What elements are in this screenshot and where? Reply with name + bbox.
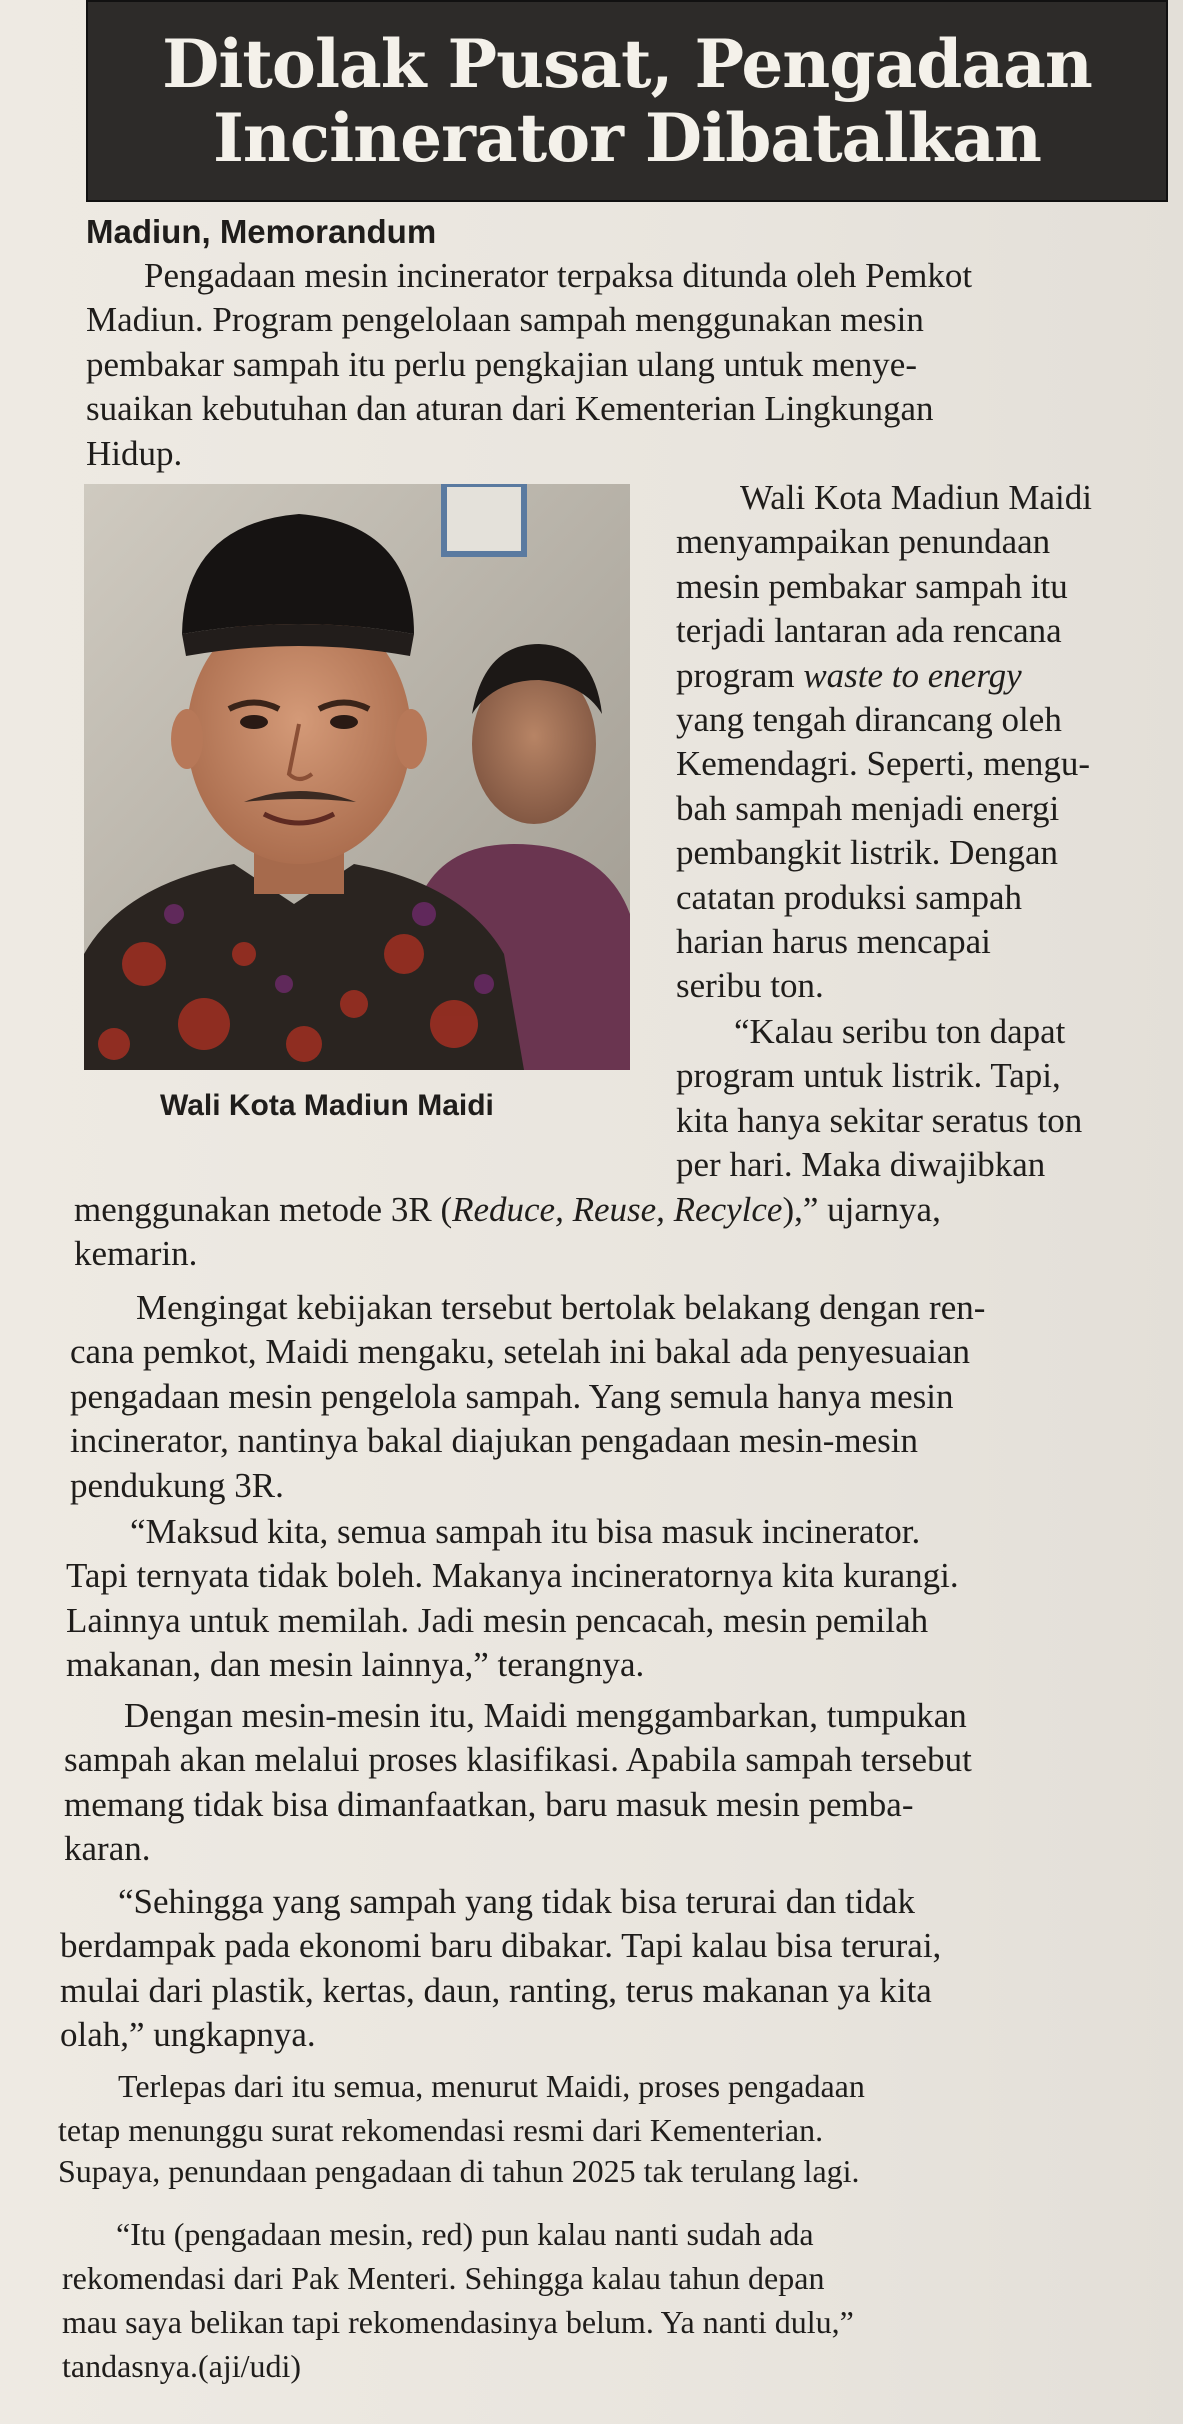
text-line: Dengan mesin-mesin itu, Maidi menggambarkan, tumpukan xyxy=(124,1696,967,1735)
paragraph-9 xyxy=(62,2212,1166,2388)
photo-caption: Wali Kota Madiun Maidi xyxy=(160,1089,494,1122)
paragraph-6 xyxy=(64,1694,1166,1872)
headline-line-1: Ditolak Pusat, Pengadaan xyxy=(162,25,1092,103)
text-line: makanan, dan mesin lainnya,” terangnya. xyxy=(66,1645,645,1685)
text-line: pendukung 3R. xyxy=(70,1465,284,1505)
italic-term: waste to energy xyxy=(803,655,1022,695)
text-line: Terlepas dari itu semua, menurut Maidi, proses pengadaan xyxy=(118,2068,865,2104)
text-line: mulai dari plastik, kertas, daun, ranting, terus makanan ya kita xyxy=(60,1970,932,2010)
headline-banner xyxy=(86,0,1168,202)
text-line: pembakar sampah itu perlu pengkajian ulang untuk menye- xyxy=(86,344,917,384)
text-line: mau saya belikan tapi rekomendasinya belum. Ya nanti dulu,” xyxy=(62,2304,854,2340)
headline-line-2: Incinerator Dibatalkan xyxy=(213,99,1041,177)
text-line: olah,” ungkapnya. xyxy=(60,2015,316,2055)
text-line: Mengingat kebijakan tersebut bertolak belakang dengan ren- xyxy=(136,1288,986,1327)
text-line: “Sehingga yang sampah yang tidak bisa terurai dan tidak xyxy=(118,1882,915,1921)
text-line: cana pemkot, Maidi mengaku, setelah ini bakal ada penyesuaian xyxy=(70,1332,970,1372)
text-line: harian harus mencapai xyxy=(676,922,991,962)
photo-illustration xyxy=(84,484,630,1070)
text-line: “Maksud kita, semua sampah itu bisa masuk incinerator. xyxy=(130,1512,921,1551)
text-line: rekomendasi dari Pak Menteri. Sehingga kalau tahun depan xyxy=(62,2260,825,2296)
text-fragment: menggunakan metode 3R ( xyxy=(74,1190,453,1229)
photo-mayor xyxy=(84,484,630,1070)
text-line: Madiun. Program pengelolaan sampah menggunakan mesin xyxy=(86,300,924,340)
text-line: “Kalau seribu ton dapat xyxy=(734,1012,1066,1051)
text-line: Wali Kota Madiun Maidi xyxy=(740,478,1092,517)
text-line: kemarin. xyxy=(74,1234,198,1274)
text-line xyxy=(74,1188,1164,1232)
text-line: menyampaikan penundaan xyxy=(676,522,1051,562)
text-line: Hidup. xyxy=(86,433,183,473)
paragraph-3-continued xyxy=(74,1188,1164,1277)
text-line: Tapi ternyata tidak boleh. Makanya incineratornya kita kurangi. xyxy=(66,1556,959,1596)
text-line: incinerator, nantinya bakal diajukan pengadaan mesin-mesin xyxy=(70,1421,919,1461)
text-line: Supaya, penundaan pengadaan di tahun 2025 tak terulang lagi. xyxy=(58,2152,860,2189)
text-line: kita hanya sekitar seratus ton xyxy=(676,1100,1083,1140)
text-line: pembangkit listrik. Dengan xyxy=(676,833,1059,873)
text-line: Kemendagri. Seperti, mengu- xyxy=(676,744,1091,784)
text-line xyxy=(676,654,1166,698)
dateline: Madiun, Memorandum xyxy=(86,213,437,250)
text-fragment: program xyxy=(676,655,804,695)
text-line: suaikan kebutuhan dan aturan dari Kementerian Lingkungan xyxy=(86,389,934,429)
text-line: sampah akan melalui proses klasifikasi. Apabila sampah tersebut xyxy=(64,1740,972,1780)
text-line: memang tidak bisa dimanfaatkan, baru masuk mesin pemba- xyxy=(64,1784,914,1824)
text-line: mesin pembakar sampah itu xyxy=(676,566,1068,606)
text-line: karan. xyxy=(64,1829,151,1869)
text-line: Pengadaan mesin incinerator terpaksa ditunda oleh Pemkot xyxy=(144,256,973,295)
text-line: tetap menunggu surat rekomendasi resmi dari Kementerian. xyxy=(58,2112,824,2149)
text-line: tandasnya.(aji/udi) xyxy=(62,2348,302,2384)
paragraph-8 xyxy=(58,2064,1166,2189)
italic-term: Reduce, Reuse, Recylce xyxy=(452,1190,783,1229)
text-line: “Itu (pengadaan mesin, red) pun kalau nanti sudah ada xyxy=(116,2216,814,2252)
text-line: program untuk listrik. Tapi, xyxy=(676,1056,1061,1096)
text-line: pengadaan mesin pengelola sampah. Yang semula hanya mesin xyxy=(70,1376,954,1416)
text-line: berdampak pada ekonomi baru dibakar. Tapi kalau bisa terurai, xyxy=(60,1926,942,1966)
text-line: bah sampah menjadi energi xyxy=(676,788,1060,828)
paragraph-5 xyxy=(66,1510,1166,1688)
paragraph-7 xyxy=(60,1880,1166,2058)
paragraph-3 xyxy=(676,1010,1166,1188)
text-line: per hari. Maka diwajibkan xyxy=(676,1145,1046,1185)
text-line: catatan produksi sampah xyxy=(676,877,1023,917)
paragraph-4 xyxy=(70,1286,1166,1508)
text-line: seribu ton. xyxy=(676,966,824,1006)
paragraph-2 xyxy=(676,476,1166,1009)
text-line: Lainnya untuk memilah. Jadi mesin pencacah, mesin pemilah xyxy=(66,1600,929,1640)
text-line: terjadi lantaran ada rencana xyxy=(676,611,1062,651)
paragraph-1 xyxy=(86,254,1166,476)
text-line: yang tengah dirancang oleh xyxy=(676,700,1062,740)
text-fragment: ),” ujarnya, xyxy=(782,1190,941,1229)
